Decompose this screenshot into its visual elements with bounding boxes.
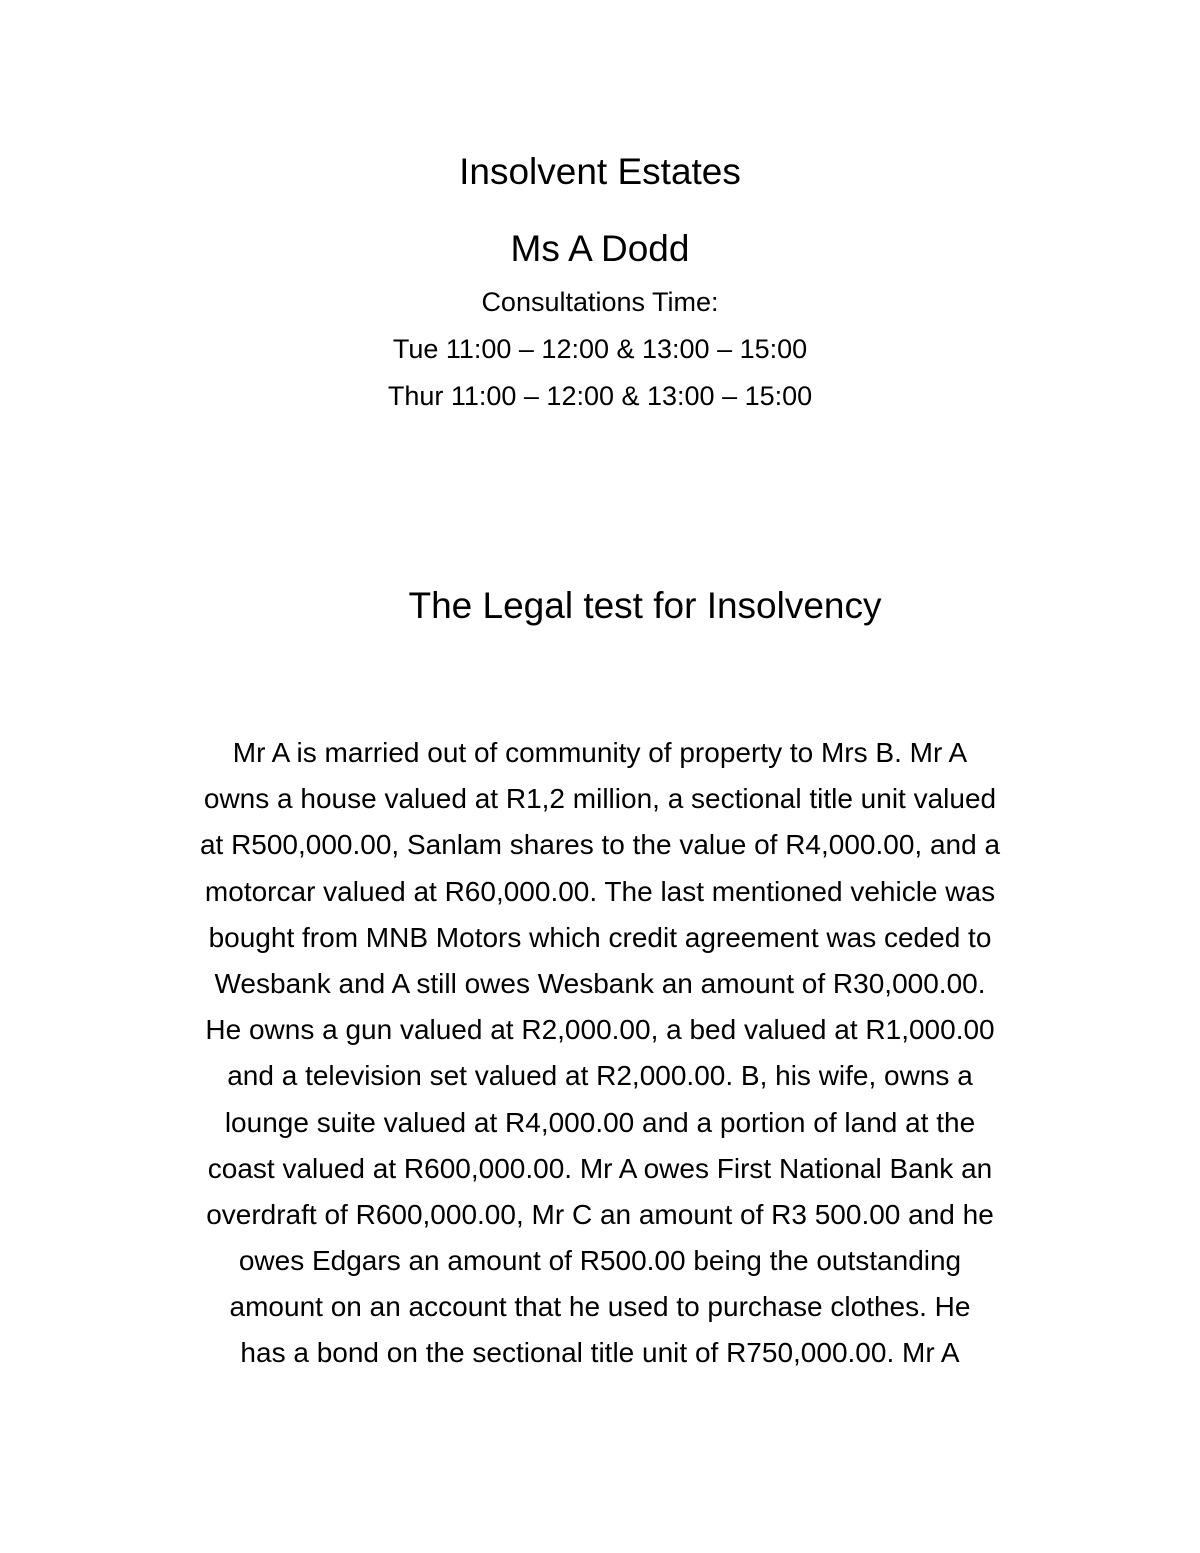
body-line: amount on an account that he used to purchase clothes. He — [229, 1291, 971, 1323]
consultation-heading: Consultations Time: — [481, 287, 719, 317]
body-line: at R500,000.00, Sanlam shares to the value of R4,000.00, and a — [199, 829, 1001, 861]
body-line: and a television set valued at R2,000.00. B, his wife, owns a — [227, 1060, 973, 1092]
body-line: bought from MNB Motors which credit agreement was ceded to — [208, 921, 992, 953]
body-line: owns a house valued at R1,2 million, a sectional title unit valued — [203, 783, 997, 815]
body-line: owes Edgars an amount of R500.00 being the outstanding — [238, 1245, 962, 1277]
body-line: has a bond on the sectional title unit of R750,000.00. Mr A — [240, 1337, 960, 1369]
document-title: Insolvent Estates — [459, 151, 741, 192]
body-line: overdraft of R600,000.00, Mr C an amount of R3 500.00 and he — [206, 1198, 994, 1230]
body-line: lounge suite valued at R4,000.00 and a portion of land at the — [224, 1106, 976, 1138]
body-line: Mr A is married out of community of property to Mrs B. Mr A — [232, 737, 968, 768]
consultation-thursday: Thur 11:00 – 12:00 & 13:00 – 15:00 — [387, 381, 813, 411]
body-paragraph — [0, 733, 1200, 1380]
body-line: coast valued at R600,000.00. Mr A owes First National Bank an — [207, 1152, 993, 1184]
body-line: He owns a gun valued at R2,000.00, a bed valued at R1,000.00 — [205, 1014, 995, 1046]
document-author: Ms A Dodd — [510, 228, 690, 269]
body-line: motorcar valued at R60,000.00. The last mentioned vehicle was — [204, 875, 996, 907]
consultation-tuesday: Tue 11:00 – 12:00 & 13:00 – 15:00 — [392, 334, 808, 364]
section-heading: The Legal test for Insolvency — [408, 585, 882, 626]
body-line: Wesbank and A still owes Wesbank an amount of R30,000.00. — [214, 967, 986, 999]
